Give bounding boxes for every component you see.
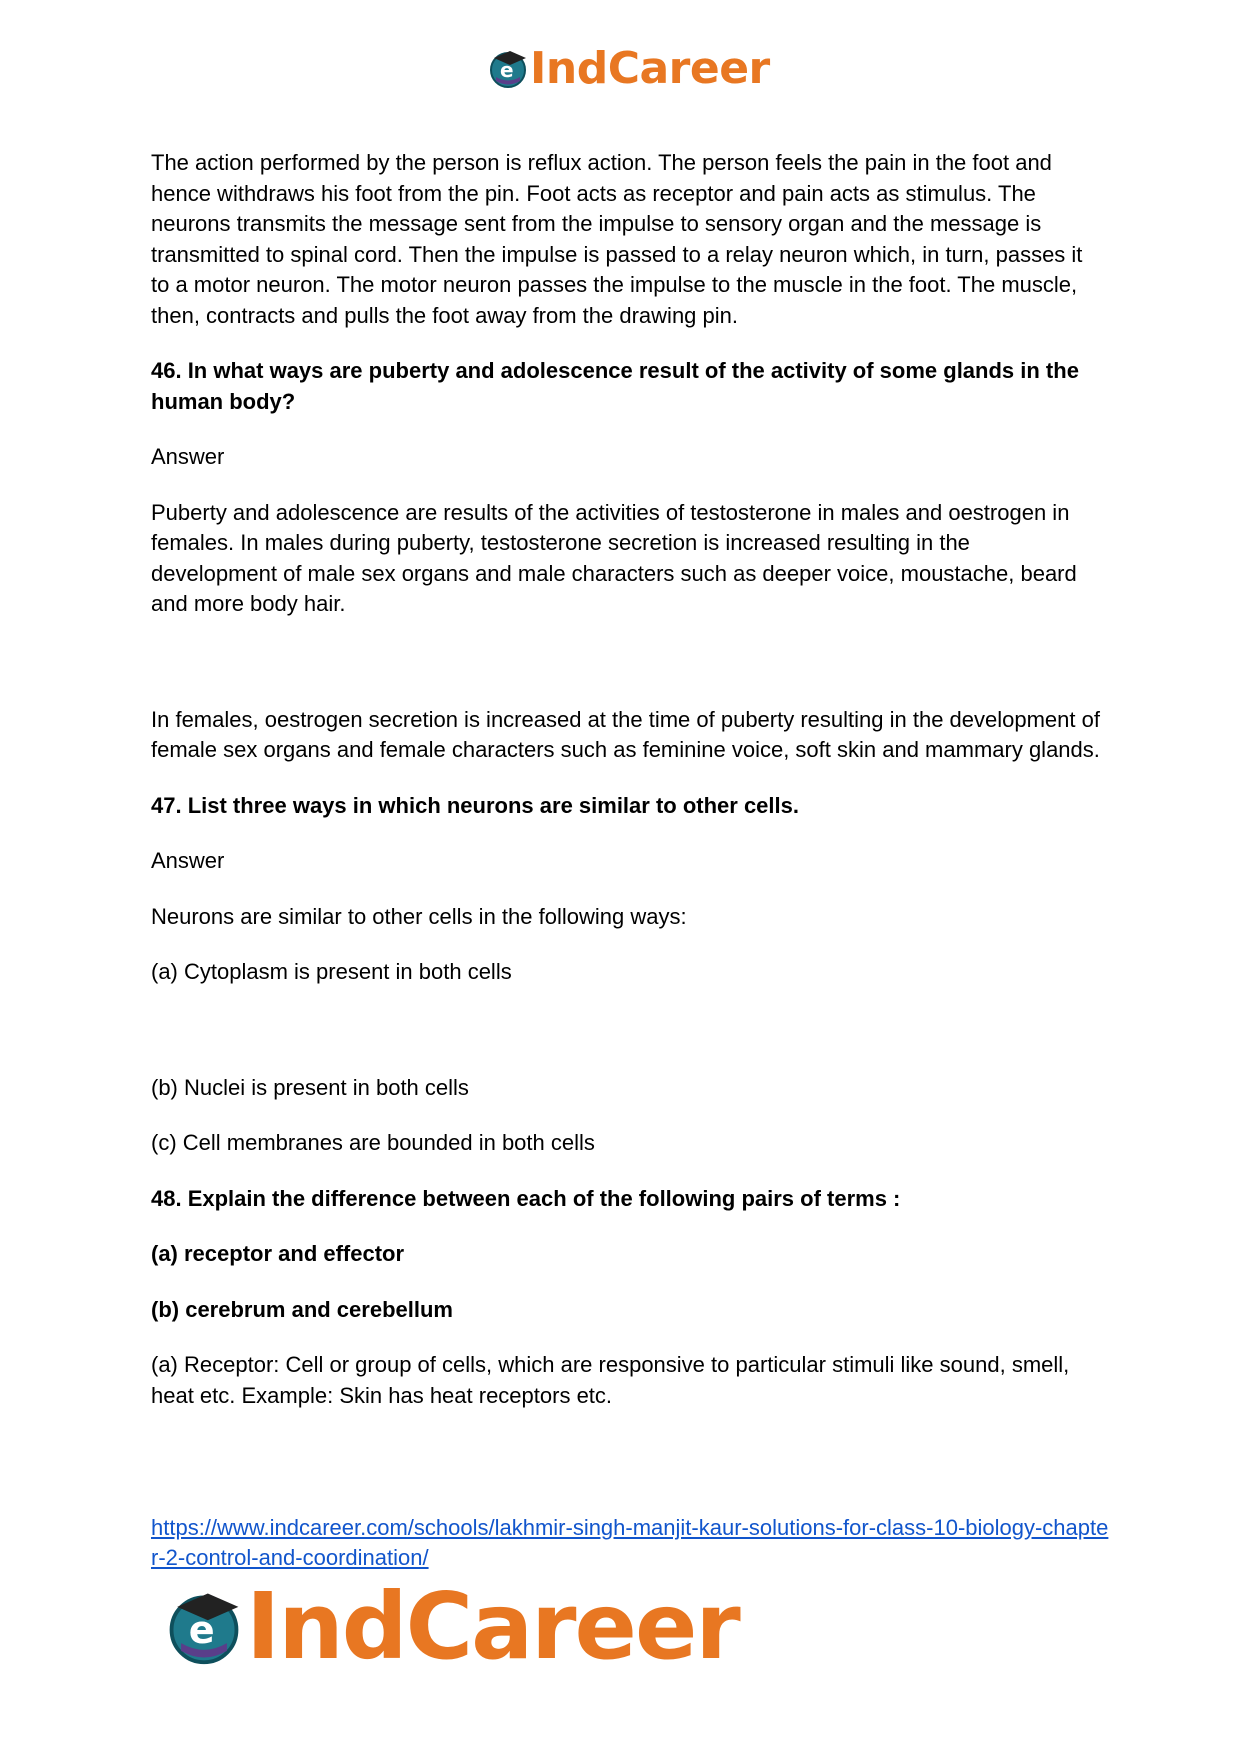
svg-text:e: e: [188, 1609, 215, 1654]
spacer: [151, 645, 1101, 705]
answer-label-47: Answer: [151, 848, 225, 873]
answer-label-46: Answer: [151, 444, 225, 469]
source-link[interactable]: https://www.indcareer.com/schools/lakhmir-singh-manjit-kaur-solutions-for-class-10-biology-chapter-2-control-and-coordination/: [151, 1515, 1109, 1570]
header-logo: [486, 40, 770, 96]
logo-wordmark: IndCareer: [530, 42, 770, 94]
question-47: 47. List three ways in which neurons are similar to other cells.: [151, 792, 799, 818]
question-48: 48. Explain the difference between each of the following pairs of terms :: [151, 1185, 901, 1211]
footer-logo-wordmark: IndCareer: [246, 1572, 739, 1680]
question-48-part-a: (a) receptor and effector: [151, 1241, 405, 1266]
question-48-part-b: (b) cerebrum and cerebellum: [151, 1296, 453, 1322]
document-body: [151, 148, 1101, 1436]
answer-46-paragraph-1: Puberty and adolescence are results of the activities of testosterone in males and oestrogen in females. In males during puberty, testosterone secretion is increased resulting in the development of male sex organs and male characters such as deeper voice, moustache, beard and more body hair.: [151, 499, 1077, 616]
footer-logo: [162, 1572, 739, 1680]
answer-47-intro: Neurons are similar to other cells in the following ways:: [151, 903, 687, 929]
logo-globe-icon: [486, 46, 530, 90]
footer-logo-globe-icon: [162, 1584, 246, 1668]
svg-text:e: e: [500, 58, 514, 82]
question-46: 46. In what ways are puberty and adolescence result of the activity of some glands in the human body?: [151, 358, 1079, 414]
answer-47-item-b: (b) Nuclei is present in both cells: [151, 1074, 469, 1100]
answer-47-item-c: (c) Cell membranes are bounded in both cells: [151, 1130, 595, 1155]
paragraph-reflex-action: The action performed by the person is reflux action. The person feels the pain in the foot and hence withdraws his foot from the pin. Foot acts as receptor and pain acts as stimulus. The neurons transmits the message sent from the impulse to sensory organ and the message is transmitted to spinal cord. Then the impulse is passed to a relay neuron which, in turn, passes it to a motor neuron. The motor neuron passes the impulse to the muscle in the foot. The muscle, then, contracts and pulls the foot away from the drawing pin.: [151, 150, 1083, 328]
answer-46-paragraph-2: In females, oestrogen secretion is increased at the time of puberty resulting in the development of female sex organs and female characters such as feminine voice, soft skin and mammary glands.: [151, 706, 1100, 762]
spacer: [151, 1013, 1101, 1073]
answer-48-receptor: (a) Receptor: Cell or group of cells, which are responsive to particular stimuli like sound, smell, heat etc. Example: Skin has heat receptors etc.: [151, 1352, 1070, 1408]
answer-47-item-a: (a) Cytoplasm is present in both cells: [151, 959, 512, 984]
